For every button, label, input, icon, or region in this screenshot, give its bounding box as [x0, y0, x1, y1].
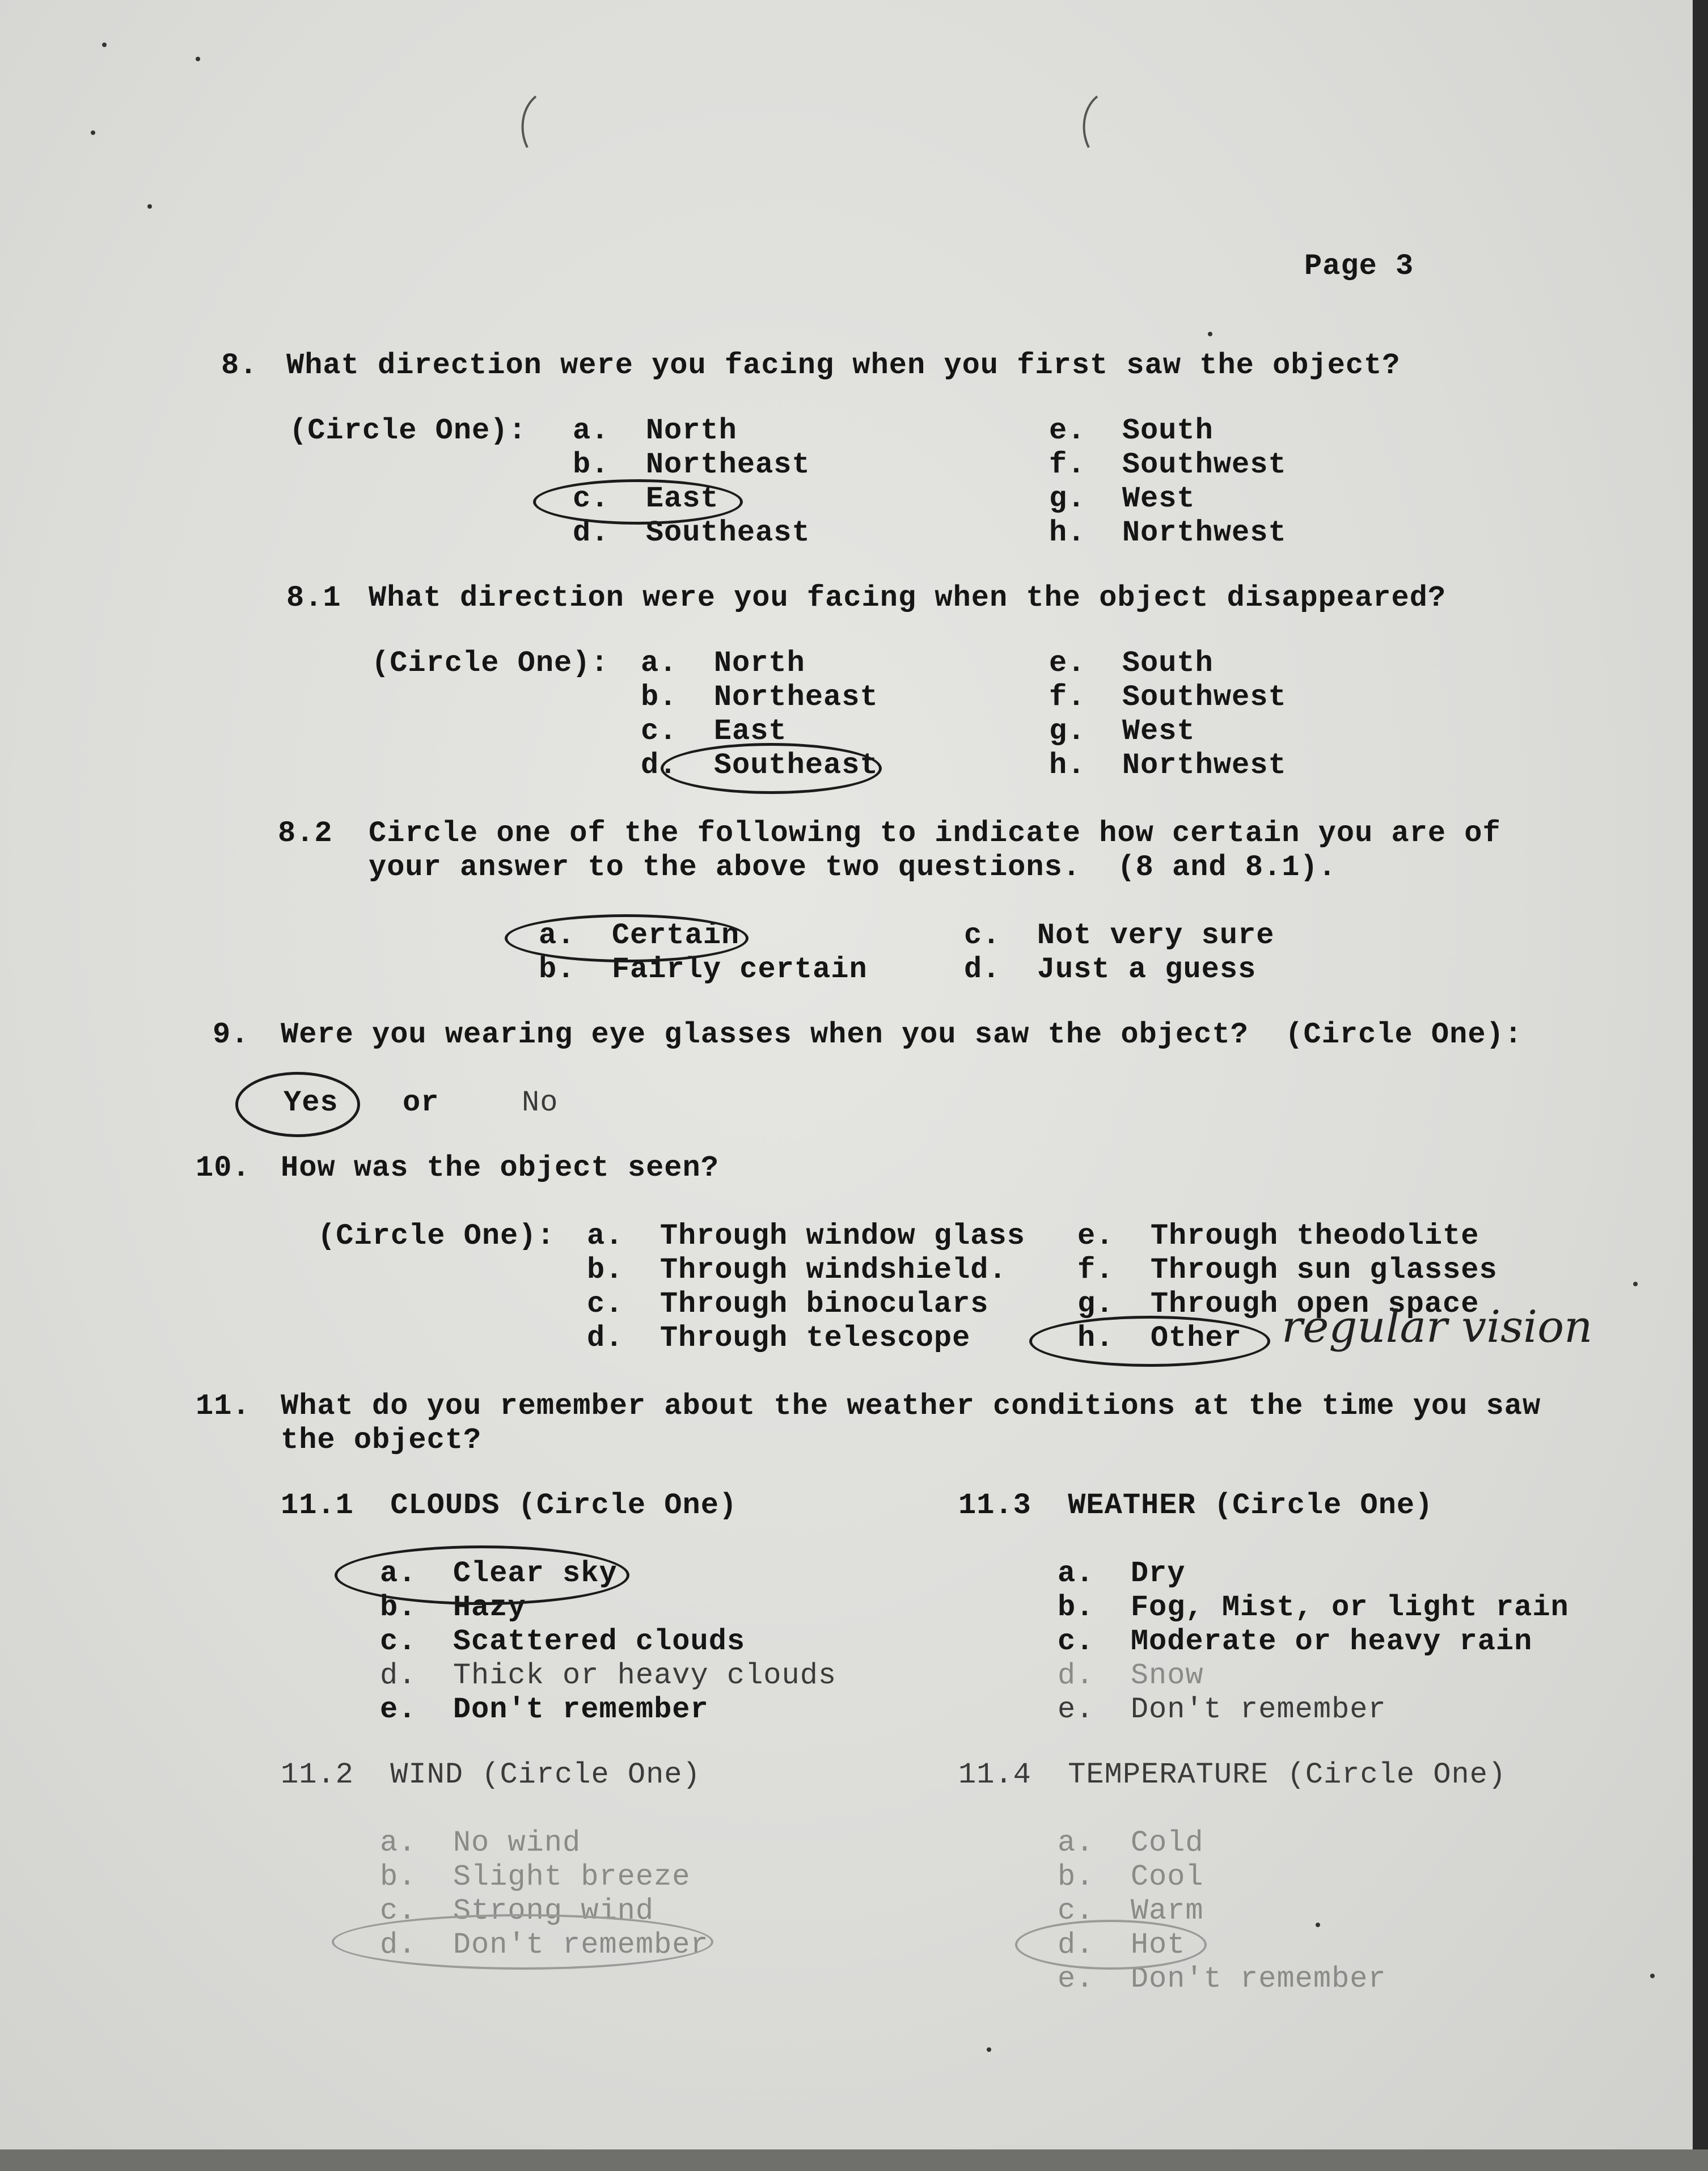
speck	[102, 43, 107, 47]
speck	[91, 130, 95, 135]
q8-option-e[interactable]: e. South	[1049, 414, 1214, 447]
q11-1-option-b[interactable]: b. Hazy	[380, 1591, 526, 1624]
q11-4-option-d[interactable]: d. Hot	[1058, 1928, 1186, 1962]
q11-4-answer-circle	[1015, 1920, 1207, 1970]
q11-1-heading: 11.1 CLOUDS (Circle One)	[281, 1489, 738, 1522]
q8-question: What direction were you facing when you first saw the object?	[286, 349, 1401, 382]
punch-mark	[510, 91, 544, 153]
q8-instruction: (Circle One):	[289, 414, 527, 447]
q8-number: 8.	[221, 349, 258, 382]
q11-1-option-d[interactable]: d. Thick or heavy clouds	[380, 1659, 837, 1692]
q8-1-option-h[interactable]: h. Northwest	[1049, 749, 1287, 782]
q8-1-option-d[interactable]: d. Southeast	[641, 749, 878, 782]
q11-question-line1: What do you remember about the weather conditions at the time you saw	[281, 1389, 1541, 1423]
q8-1-instruction: (Circle One):	[371, 647, 609, 680]
q10-option-c[interactable]: c. Through binoculars	[587, 1287, 989, 1321]
speck	[1208, 332, 1212, 336]
q11-3-option-a[interactable]: a. Dry	[1058, 1557, 1186, 1590]
scan-edge-right	[1693, 0, 1708, 2171]
speck	[987, 2047, 991, 2052]
q11-3-option-e[interactable]: e. Don't remember	[1058, 1693, 1386, 1726]
q11-3-heading: 11.3 WEATHER (Circle One)	[958, 1489, 1434, 1522]
q8-2-question-line1: Circle one of the following to indicate how certain you are of	[369, 817, 1501, 850]
q10-option-d[interactable]: d. Through telescope	[587, 1321, 971, 1355]
q11-1-option-c[interactable]: c. Scattered clouds	[380, 1625, 746, 1658]
page-number: Page 3	[1304, 250, 1414, 283]
q9-answer-circle	[235, 1072, 360, 1137]
q8-2-option-a[interactable]: a. Certain	[539, 919, 740, 952]
q8-option-f[interactable]: f. Southwest	[1049, 448, 1287, 481]
q10-option-f[interactable]: f. Through sun glasses	[1077, 1253, 1498, 1287]
speck	[147, 204, 152, 209]
q10-option-g[interactable]: g. Through open space	[1077, 1287, 1479, 1321]
q11-2-heading: 11.2 WIND (Circle One)	[281, 1758, 701, 1792]
speck	[1316, 1923, 1320, 1927]
q9-no[interactable]: No	[522, 1086, 559, 1120]
q8-1-option-c[interactable]: c. East	[641, 715, 787, 748]
scan-edge-bottom	[0, 2149, 1708, 2171]
q9-question: Were you wearing eye glasses when you saw the object? (Circle One):	[281, 1018, 1523, 1051]
q11-1-answer-circle	[335, 1545, 629, 1605]
q10-option-a[interactable]: a. Through window glass	[587, 1219, 1025, 1253]
q9-yes[interactable]: Yes	[284, 1086, 339, 1120]
speck	[196, 57, 200, 61]
q11-3-option-b[interactable]: b. Fog, Mist, or light rain	[1058, 1591, 1569, 1624]
q8-1-number: 8.1	[286, 581, 341, 615]
q10-handwritten-answer: regular vision	[1282, 1302, 1593, 1353]
q8-option-a[interactable]: a. North	[573, 414, 737, 447]
punch-mark	[1072, 91, 1106, 153]
speck	[1650, 1974, 1655, 1978]
q8-1-option-f[interactable]: f. Southwest	[1049, 681, 1287, 714]
q11-2-answer-circle	[332, 1914, 713, 1970]
q11-1-option-e[interactable]: e. Don't remember	[380, 1693, 709, 1726]
q8-2-option-b[interactable]: b. Fairly certain	[539, 953, 868, 986]
q8-answer-circle	[533, 479, 743, 525]
q8-2-answer-circle	[505, 914, 749, 962]
q11-2-option-d[interactable]: d. Don't remember	[380, 1928, 709, 1962]
q10-instruction: (Circle One):	[318, 1219, 555, 1253]
q11-number: 11.	[196, 1389, 251, 1423]
q8-1-option-b[interactable]: b. Northeast	[641, 681, 878, 714]
q11-2-option-b[interactable]: b. Slight breeze	[380, 1860, 691, 1894]
q10-option-e[interactable]: e. Through theodolite	[1077, 1219, 1479, 1253]
q8-2-option-c[interactable]: c. Not very sure	[964, 919, 1275, 952]
q10-option-h[interactable]: h. Other	[1077, 1321, 1242, 1355]
q11-4-heading: 11.4 TEMPERATURE (Circle One)	[958, 1758, 1507, 1792]
q8-option-g[interactable]: g. West	[1049, 482, 1195, 516]
q8-1-question: What direction were you facing when the object disappeared?	[369, 581, 1447, 615]
speck	[1633, 1282, 1638, 1286]
q10-question: How was the object seen?	[281, 1151, 719, 1185]
q8-2-number: 8.2	[278, 817, 333, 850]
q8-option-d[interactable]: d. Southeast	[573, 516, 810, 550]
q11-3-option-c[interactable]: c. Moderate or heavy rain	[1058, 1625, 1533, 1658]
q11-1-option-a[interactable]: a. Clear sky	[380, 1557, 618, 1590]
q8-option-h[interactable]: h. Northwest	[1049, 516, 1287, 550]
q11-2-option-a[interactable]: a. No wind	[380, 1826, 581, 1860]
q10-option-b[interactable]: b. Through windshield.	[587, 1253, 1007, 1287]
q10-answer-circle	[1029, 1316, 1270, 1367]
q11-4-option-b[interactable]: b. Cool	[1058, 1860, 1204, 1894]
q8-option-c[interactable]: c. East	[573, 482, 719, 516]
q11-3-option-d[interactable]: d. Snow	[1058, 1659, 1204, 1692]
q8-1-option-e[interactable]: e. South	[1049, 647, 1214, 680]
q8-1-option-a[interactable]: a. North	[641, 647, 805, 680]
q8-2-option-d[interactable]: d. Just a guess	[964, 953, 1257, 986]
q8-1-answer-circle	[661, 743, 882, 794]
q10-number: 10.	[196, 1151, 251, 1185]
q11-2-option-c[interactable]: c. Strong wind	[380, 1894, 654, 1928]
q9-number: 9.	[213, 1018, 250, 1051]
q9-or: or	[403, 1086, 439, 1120]
q8-option-b[interactable]: b. Northeast	[573, 448, 810, 481]
q11-4-option-c[interactable]: c. Warm	[1058, 1894, 1204, 1928]
q8-2-question-line2: your answer to the above two questions. (8 and 8.1).	[369, 851, 1337, 884]
q11-question-line2: the object?	[281, 1424, 482, 1457]
q8-1-option-g[interactable]: g. West	[1049, 715, 1195, 748]
q11-4-option-a[interactable]: a. Cold	[1058, 1826, 1204, 1860]
q11-4-option-e[interactable]: e. Don't remember	[1058, 1962, 1386, 1996]
